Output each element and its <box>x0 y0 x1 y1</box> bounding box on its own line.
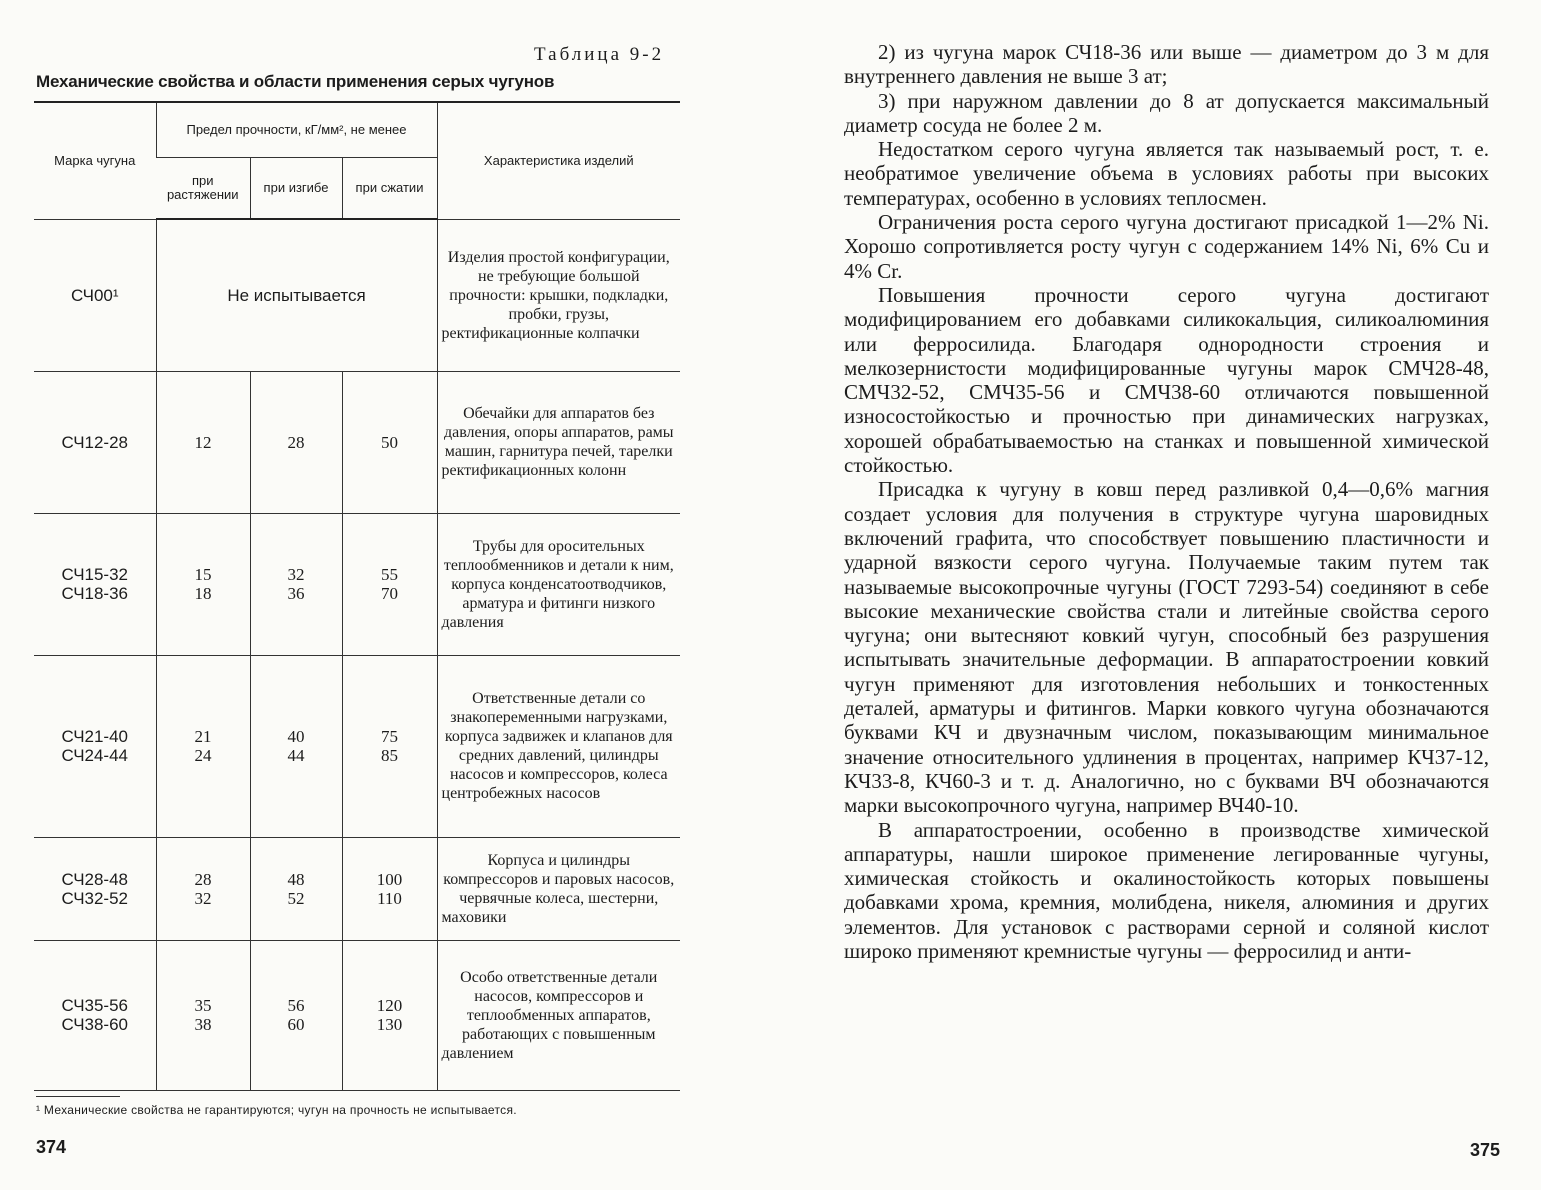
bending-value: 40 <box>287 727 305 746</box>
description-cell: Трубы для оросительных теплообменников и детали к ним, корпуса конденсатоотводчиков, арматура и фитинги низкого давления <box>437 513 680 655</box>
description-cell: Ответственные детали со знакопеременными нагрузками, корпуса задвижек и клапанов для средних давлений, цилиндры насосов и компрессоров, колеса центробежных насосов <box>437 655 680 837</box>
tension-value: 32 <box>194 888 212 908</box>
compression-value: 85 <box>381 746 398 765</box>
grade-cell <box>34 513 156 655</box>
header-strength-group: Предел прочности, кГ/мм², не менее <box>156 102 437 158</box>
table-row <box>34 655 680 837</box>
table-row <box>34 371 680 513</box>
bending-cell <box>250 940 342 1090</box>
paragraph: Повышения прочности серого чугуна достигают модифицированием его добавками силикокальция, силикоалюминия или ферросилида. Благодаря однородности строения и мелкозернистости модифицированные чугуны марок СМЧ28-48, СМЧ32-52, СМЧ35-56 и СМЧ38-60 отличаются повышенной износостойкостью и прочностью при динамических нагрузках, хорошей обрабатываемостью на станках и повышенной химической стойкостью. <box>844 282 1489 478</box>
tension-value: 18 <box>194 584 212 603</box>
table-caption: Механические свойства и области применения серых чугунов <box>36 72 555 91</box>
tension-cell <box>156 371 250 513</box>
paragraph: Ограничения роста серого чугуна достигают присадкой 1—2% Ni. Хорошо сопротивляется росту чугун с содержанием 14% Ni, 6% Cu и 4% Cr. <box>844 210 1489 283</box>
right-page <box>760 0 1541 1190</box>
compression-value: 55 <box>381 565 398 584</box>
footnote: ¹ Механические свойства не гарантируются; чугун на прочность не испытывается. <box>36 1103 517 1117</box>
tension-cell <box>156 513 250 655</box>
bending-value: 60 <box>287 1015 305 1034</box>
paragraph: 2) из чугуна марок СЧ18-36 или выше — диаметром до 3 м для внутреннего давления не выше 3 ат; <box>844 40 1489 89</box>
bending-value: 36 <box>287 584 305 603</box>
tension-value: 35 <box>194 996 212 1015</box>
grade-value: СЧ15-32 <box>61 565 129 584</box>
tension-cell <box>156 940 250 1090</box>
grade-cell <box>34 655 156 837</box>
bending-cell <box>250 837 342 940</box>
header-characteristic: Характеристика изделий <box>437 102 680 219</box>
compression-cell <box>342 513 437 655</box>
bending-cell <box>250 371 342 513</box>
bending-value: 32 <box>287 565 305 584</box>
grade-cell <box>34 940 156 1090</box>
body-text <box>844 40 1489 963</box>
table-label: Таблица 9-2 <box>534 44 665 65</box>
properties-table <box>34 101 680 1091</box>
tension-value: 28 <box>194 869 212 889</box>
paragraph: 3) при наружном давлении до 8 ат допускается максимальный диаметр сосуда не более 2 м. <box>844 88 1489 137</box>
page-number-left: 374 <box>36 1137 67 1157</box>
grade-value: СЧ24-44 <box>61 746 129 765</box>
compression-value: 130 <box>376 1015 403 1034</box>
bending-value: 48 <box>287 869 305 889</box>
paragraph: Недостатком серого чугуна является так называемый рост, т. е. необратимое увеличение объема в условиях работы при высоких температурах, особенно в условиях теплосмен. <box>844 137 1489 210</box>
description-cell: Особо ответственные детали насосов, компрессоров и теплообменных аппаратов, работающих с повышенным давлением <box>437 940 680 1090</box>
compression-cell <box>342 940 437 1090</box>
grade-value: СЧ18-36 <box>61 584 129 603</box>
description-cell: Обечайки для аппаратов без давления, опоры аппаратов, рамы машин, гарнитура печей, тарелки ректификационных колонн <box>437 371 680 513</box>
table-row <box>34 219 680 371</box>
grade-cell: СЧ00¹ <box>70 285 119 305</box>
table-row <box>34 837 680 940</box>
grade-value: СЧ21-40 <box>61 727 129 746</box>
table-row <box>34 940 680 1090</box>
compression-value: 50 <box>381 432 398 452</box>
tension-value: 12 <box>194 432 212 452</box>
bending-value: 56 <box>287 996 305 1015</box>
tension-value: 21 <box>194 727 212 746</box>
bending-cell <box>250 655 342 837</box>
compression-value: 70 <box>381 584 398 603</box>
description-cell: Корпуса и цилиндры компрессоров и паровых насосов, червячные колеса, шестерни, маховики <box>437 837 680 940</box>
untested-cell: Не испытывается <box>156 219 437 371</box>
header-tension: при растяжении <box>156 158 250 220</box>
grade-value: СЧ38-60 <box>61 1015 129 1034</box>
left-page <box>0 0 760 1190</box>
compression-value: 110 <box>377 888 402 908</box>
page-number-right: 375 <box>1470 1140 1501 1160</box>
grade-value: СЧ28-48 <box>61 869 129 889</box>
compression-cell <box>342 837 437 940</box>
grade-value: СЧ32-52 <box>61 888 129 908</box>
paragraph: Присадка к чугуну в ковш перед разливкой 0,4—0,6% магния создает условия для получения в структуре чугуна шаровидных включений графита, что способствует повышению пластичности и ударной вязкости серого чугуна. Получаемые таким путем так называемые высокопрочные чугуны (ГОСТ 7293-54) соединяют в себе высокие механические свойства стали и литейные свойства серого чугуна; они вытесняют ковкий чугун, способный без разрушения испытывать значительные деформации. В аппаратостроении ковкий чугун применяют для изготовления небольших и тонкостенных деталей, арматуры и фитингов. Марки ковкого чугуна обозначаются буквами КЧ и двузначным числом, показывающим минимальное значение относительного удлинения в процентах, например КЧ37-12, КЧ33-8, КЧ60-3 и т. д. Аналогично, но с буквами ВЧ обозначаются марки высокопрочного чугуна, например ВЧ40-10. <box>844 477 1489 818</box>
grade-value: СЧ12-28 <box>61 432 129 452</box>
tension-cell <box>156 655 250 837</box>
grade-cell <box>34 371 156 513</box>
tension-value: 24 <box>194 746 212 765</box>
compression-cell <box>342 371 437 513</box>
tension-cell <box>156 837 250 940</box>
header-bending: при изгибе <box>250 158 342 220</box>
paragraph: В аппаратостроении, особенно в производстве химической аппаратуры, нашли широкое применение легированные чугуны, химическая стойкость и окалиностойкость которых повышены добавками хрома, кремния, молибдена, никеля, алюминия и других элементов. Для установок с растворами серной и соляной кислот широко применяют кремнистые чугуны — ферросилид и анти- <box>844 817 1489 963</box>
table-row <box>34 513 680 655</box>
bending-cell <box>250 513 342 655</box>
tension-value: 15 <box>194 565 212 584</box>
compression-cell <box>342 655 437 837</box>
grade-value: СЧ35-56 <box>61 996 129 1015</box>
compression-value: 75 <box>381 727 398 746</box>
bending-value: 28 <box>287 432 305 452</box>
tension-value: 38 <box>194 1015 212 1034</box>
header-compression: при сжатии <box>342 158 437 220</box>
header-grade: Марка чугуна <box>34 102 156 219</box>
bending-value: 44 <box>287 746 305 765</box>
compression-value: 120 <box>376 996 403 1015</box>
compression-value: 100 <box>376 869 403 889</box>
bending-value: 52 <box>287 888 305 908</box>
grade-cell <box>34 837 156 940</box>
description-cell: Изделия простой конфигурации, не требующие большой прочности: крышки, подкладки, пробки, грузы, ректификационные колпачки <box>437 219 680 371</box>
footnote-rule <box>36 1096 120 1097</box>
